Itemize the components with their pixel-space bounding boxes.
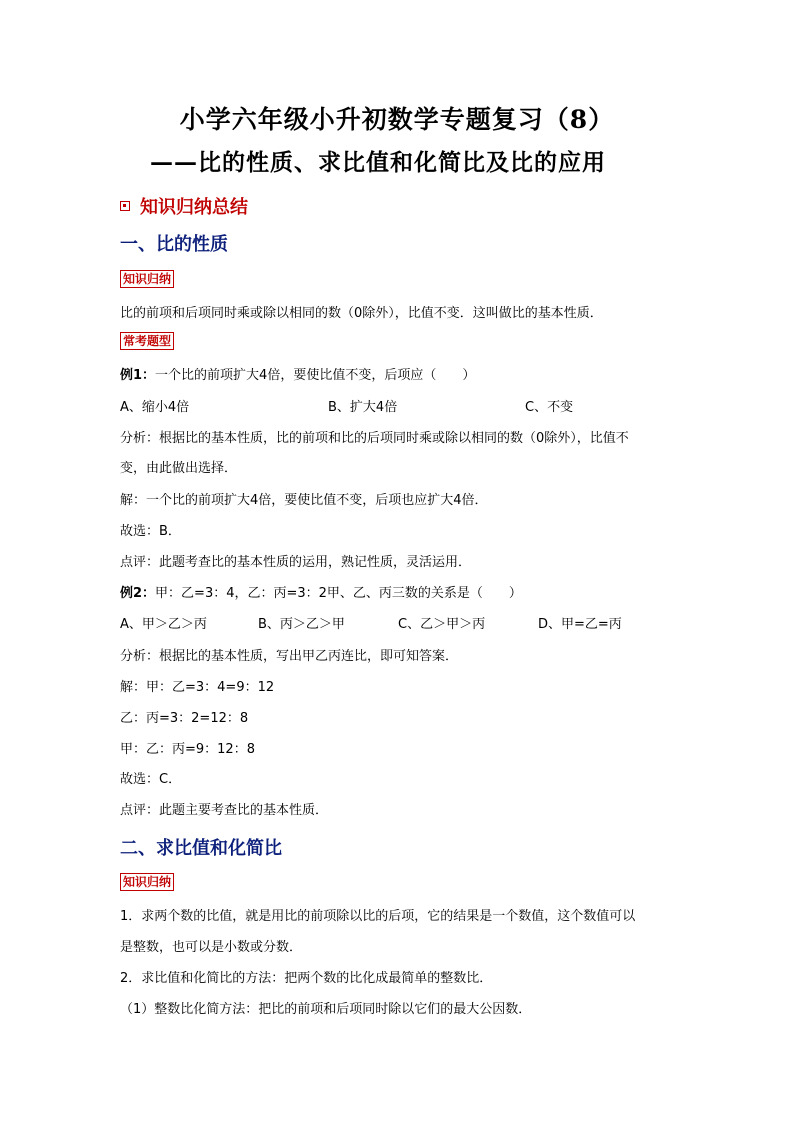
section2-line3: 2．求比值和化简比的方法：把两个数的比化成最简单的整数比． [120,971,493,986]
section2-line1: 1．求两个数的比值，就是用比的前项除以比的后项，它的结果是一个数值，这个数值可以 [120,909,636,924]
tag-common-questions: 常考题型 [120,332,174,350]
square-bullet-icon [120,201,130,211]
example1-option-c: C、不变 [525,400,574,415]
example1-solution: 解：一个比的前项扩大4倍，要使比值不变，后项也应扩大4倍． [120,493,488,508]
example2-comment: 点评：此题主要考查比的基本性质． [120,803,329,818]
example2-text: 甲：乙=3：4，乙：丙=3：2甲、乙、丙三数的关系是（ ） [155,586,522,601]
example2-solution-line3: 甲：乙：丙=9：12：8 [120,742,255,757]
section2-tag-knowledge: 知识归纳 [120,873,174,891]
example2-solution-line2: 乙：丙=3：2=12：8 [120,711,249,726]
example1-option-a: A、缩小4倍 [120,400,190,415]
section2-line4: （1）整数比化简方法：把比的前项和后项同时除以它们的最大公因数． [120,1002,532,1017]
example2-question [120,582,522,601]
section2-heading: 二、求比值和化简比 [120,838,282,859]
example2-solution-line1: 解：甲：乙=3：4=9：12 [120,680,275,695]
example1-text: 一个比的前项扩大4倍，要使比值不变，后项应（ ） [155,368,476,383]
summary-heading-text: 知识归纳总结 [140,197,248,218]
summary-heading [120,193,248,219]
example1-comment: 点评：此题考查比的基本性质的运用，熟记性质，灵活运用． [120,555,472,570]
example1-analysis-line1: 分析：根据比的基本性质，比的前项和比的后项同时乘或除以相同的数（0除外），比值不 [120,431,629,446]
page-title: 小学六年级小升初数学专题复习（8） [179,105,615,134]
example1-analysis-line2: 变，由此做出选择． [120,461,238,476]
example2-option-b: B、丙＞乙＞甲 [258,617,345,632]
example2-answer: 故选：C． [120,772,182,787]
example1-option-b: B、扩大4倍 [328,400,398,415]
example1-answer: 故选：B． [120,524,181,539]
section2-line2: 是整数，也可以是小数或分数． [120,940,303,955]
section1-heading: 一、比的性质 [120,234,228,255]
tag-knowledge: 知识归纳 [120,270,174,288]
example2-option-d: D、甲=乙=丙 [538,617,622,632]
example2-label: 例2： [120,586,156,601]
example2-analysis: 分析：根据比的基本性质，写出甲乙丙连比，即可知答案． [120,649,459,664]
knowledge-text: 比的前项和后项同时乘或除以相同的数（0除外），比值不变．这叫做比的基本性质． [120,306,603,321]
example2-option-c: C、乙＞甲＞丙 [398,617,486,632]
example1-label: 例1： [120,368,156,383]
example2-option-a: A、甲＞乙＞丙 [120,617,207,632]
example1-question [120,364,475,383]
page-subtitle: ——比的性质、求比值和化简比及比的应用 [150,149,606,176]
